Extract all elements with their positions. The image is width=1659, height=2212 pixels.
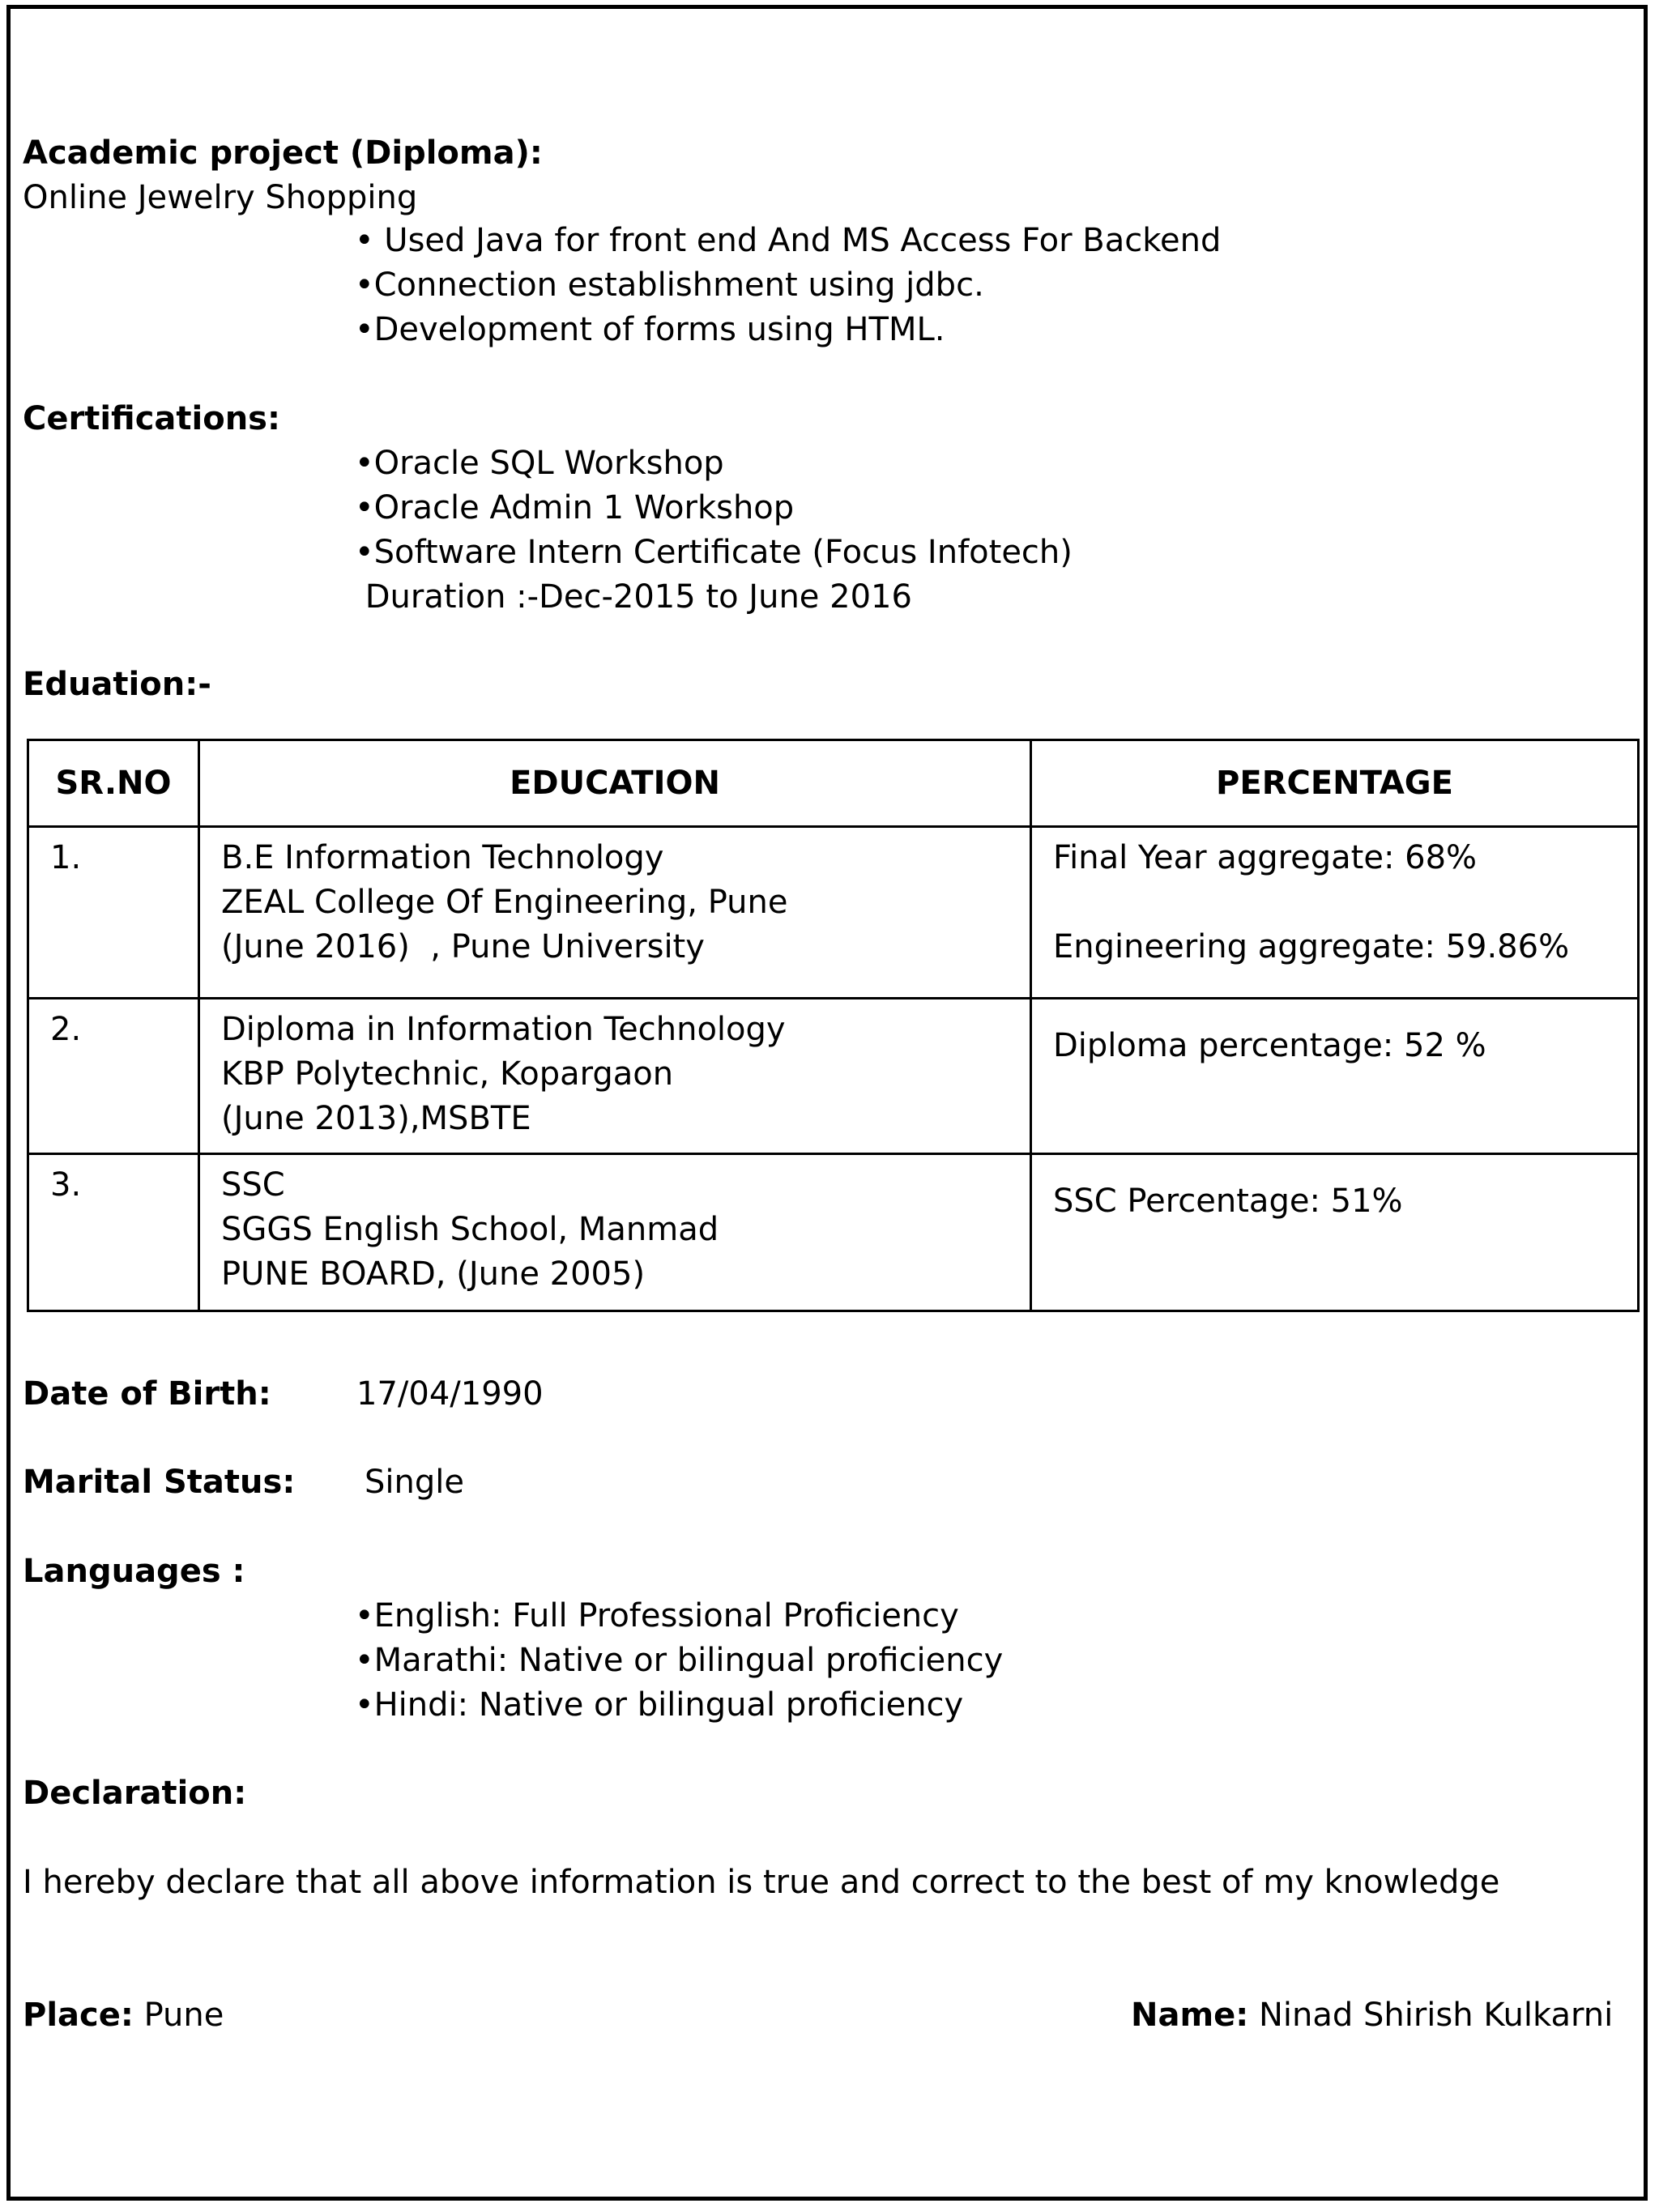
- percentage-cell: [1031, 999, 1639, 1154]
- marital-status-label: Marital Status:: [23, 1464, 296, 1501]
- list-item: •Marathi: Native or bilingual proficiency: [355, 1642, 1004, 1679]
- education-line: KBP Polytechnic, Kopargaon: [221, 1055, 674, 1093]
- percentage-line: Engineering aggregate: 59.86%: [1053, 928, 1570, 965]
- education-cell: [199, 1154, 1031, 1311]
- table-row: [28, 1154, 1639, 1311]
- certifications-heading: Certifications:: [23, 400, 280, 437]
- list-item: • Used Java for front end And MS Access For Backend: [355, 222, 1222, 259]
- education-line: SSC: [221, 1166, 285, 1204]
- list-item: •Hindi: Native or bilingual proficiency: [355, 1686, 964, 1724]
- list-item: •Development of forms using HTML.: [355, 311, 945, 348]
- education-line: SGGS English School, Manmad: [221, 1211, 719, 1248]
- srno-cell: [28, 1154, 199, 1311]
- education-cell: [199, 999, 1031, 1154]
- column-header-srno: SR.NO: [28, 740, 199, 827]
- place-value: Pune: [133, 1997, 224, 2034]
- education-line: Diploma in Information Technology: [221, 1011, 786, 1048]
- srno-cell: [28, 827, 199, 999]
- table-row: [28, 999, 1639, 1154]
- languages-bullets: [355, 1594, 1003, 1728]
- name-value: Ninad Shirish Kulkarni: [1248, 1997, 1614, 2034]
- percentage-cell: [1031, 1154, 1639, 1311]
- column-header-education: EDUCATION: [199, 740, 1031, 827]
- education-line: ZEAL College Of Engineering, Pune: [221, 884, 788, 921]
- certification-duration: Duration :-Dec-2015 to June 2016: [355, 578, 912, 616]
- list-item: •Oracle Admin 1 Workshop: [355, 489, 795, 526]
- srno-value: 2.: [50, 1011, 82, 1048]
- table-row: [28, 827, 1639, 999]
- percentage-line: Final Year aggregate: 68%: [1053, 839, 1478, 876]
- list-item: •Oracle SQL Workshop: [355, 445, 724, 482]
- declaration-text: I hereby declare that all above information is true and correct to the best of my knowledge: [23, 1864, 1500, 1901]
- education-line: (June 2013),MSBTE: [221, 1100, 531, 1137]
- srno-value: 1.: [50, 839, 82, 876]
- name-line: [1131, 1993, 1613, 2038]
- education-line: (June 2016) , Pune University: [221, 928, 705, 965]
- languages-heading: Languages :: [23, 1553, 245, 1590]
- academic-project-heading: Academic project (Diploma):: [23, 134, 543, 172]
- certifications-bullets: [355, 441, 1073, 620]
- marital-status-value: Single: [365, 1464, 464, 1501]
- education-line: B.E Information Technology: [221, 839, 664, 876]
- percentage-line: Diploma percentage: 52 %: [1053, 1027, 1486, 1064]
- academic-project-title: Online Jewelry Shopping: [23, 179, 418, 216]
- dob-value: 17/04/1990: [356, 1375, 544, 1413]
- list-item: •English: Full Professional Proficiency: [355, 1597, 959, 1634]
- education-table: [27, 739, 1640, 1312]
- declaration-heading: Declaration:: [23, 1775, 247, 1812]
- column-header-percentage: PERCENTAGE: [1031, 740, 1639, 827]
- percentage-line: SSC Percentage: 51%: [1053, 1183, 1403, 1220]
- srno-value: 3.: [50, 1166, 82, 1204]
- name-label: Name:: [1131, 1997, 1249, 2034]
- education-line: PUNE BOARD, (June 2005): [221, 1255, 646, 1293]
- dob-label: Date of Birth:: [23, 1375, 271, 1413]
- place-line: [23, 1993, 224, 2038]
- srno-cell: [28, 999, 199, 1154]
- percentage-cell: [1031, 827, 1639, 999]
- education-cell: [199, 827, 1031, 999]
- education-heading: Eduation:-: [23, 666, 211, 703]
- academic-project-bullets: [355, 219, 1221, 352]
- list-item: •Software Intern Certificate (Focus Infotech): [355, 534, 1073, 571]
- place-label: Place:: [23, 1997, 134, 2034]
- list-item: •Connection establishment using jdbc.: [355, 266, 984, 304]
- table-header-row: [28, 740, 1639, 827]
